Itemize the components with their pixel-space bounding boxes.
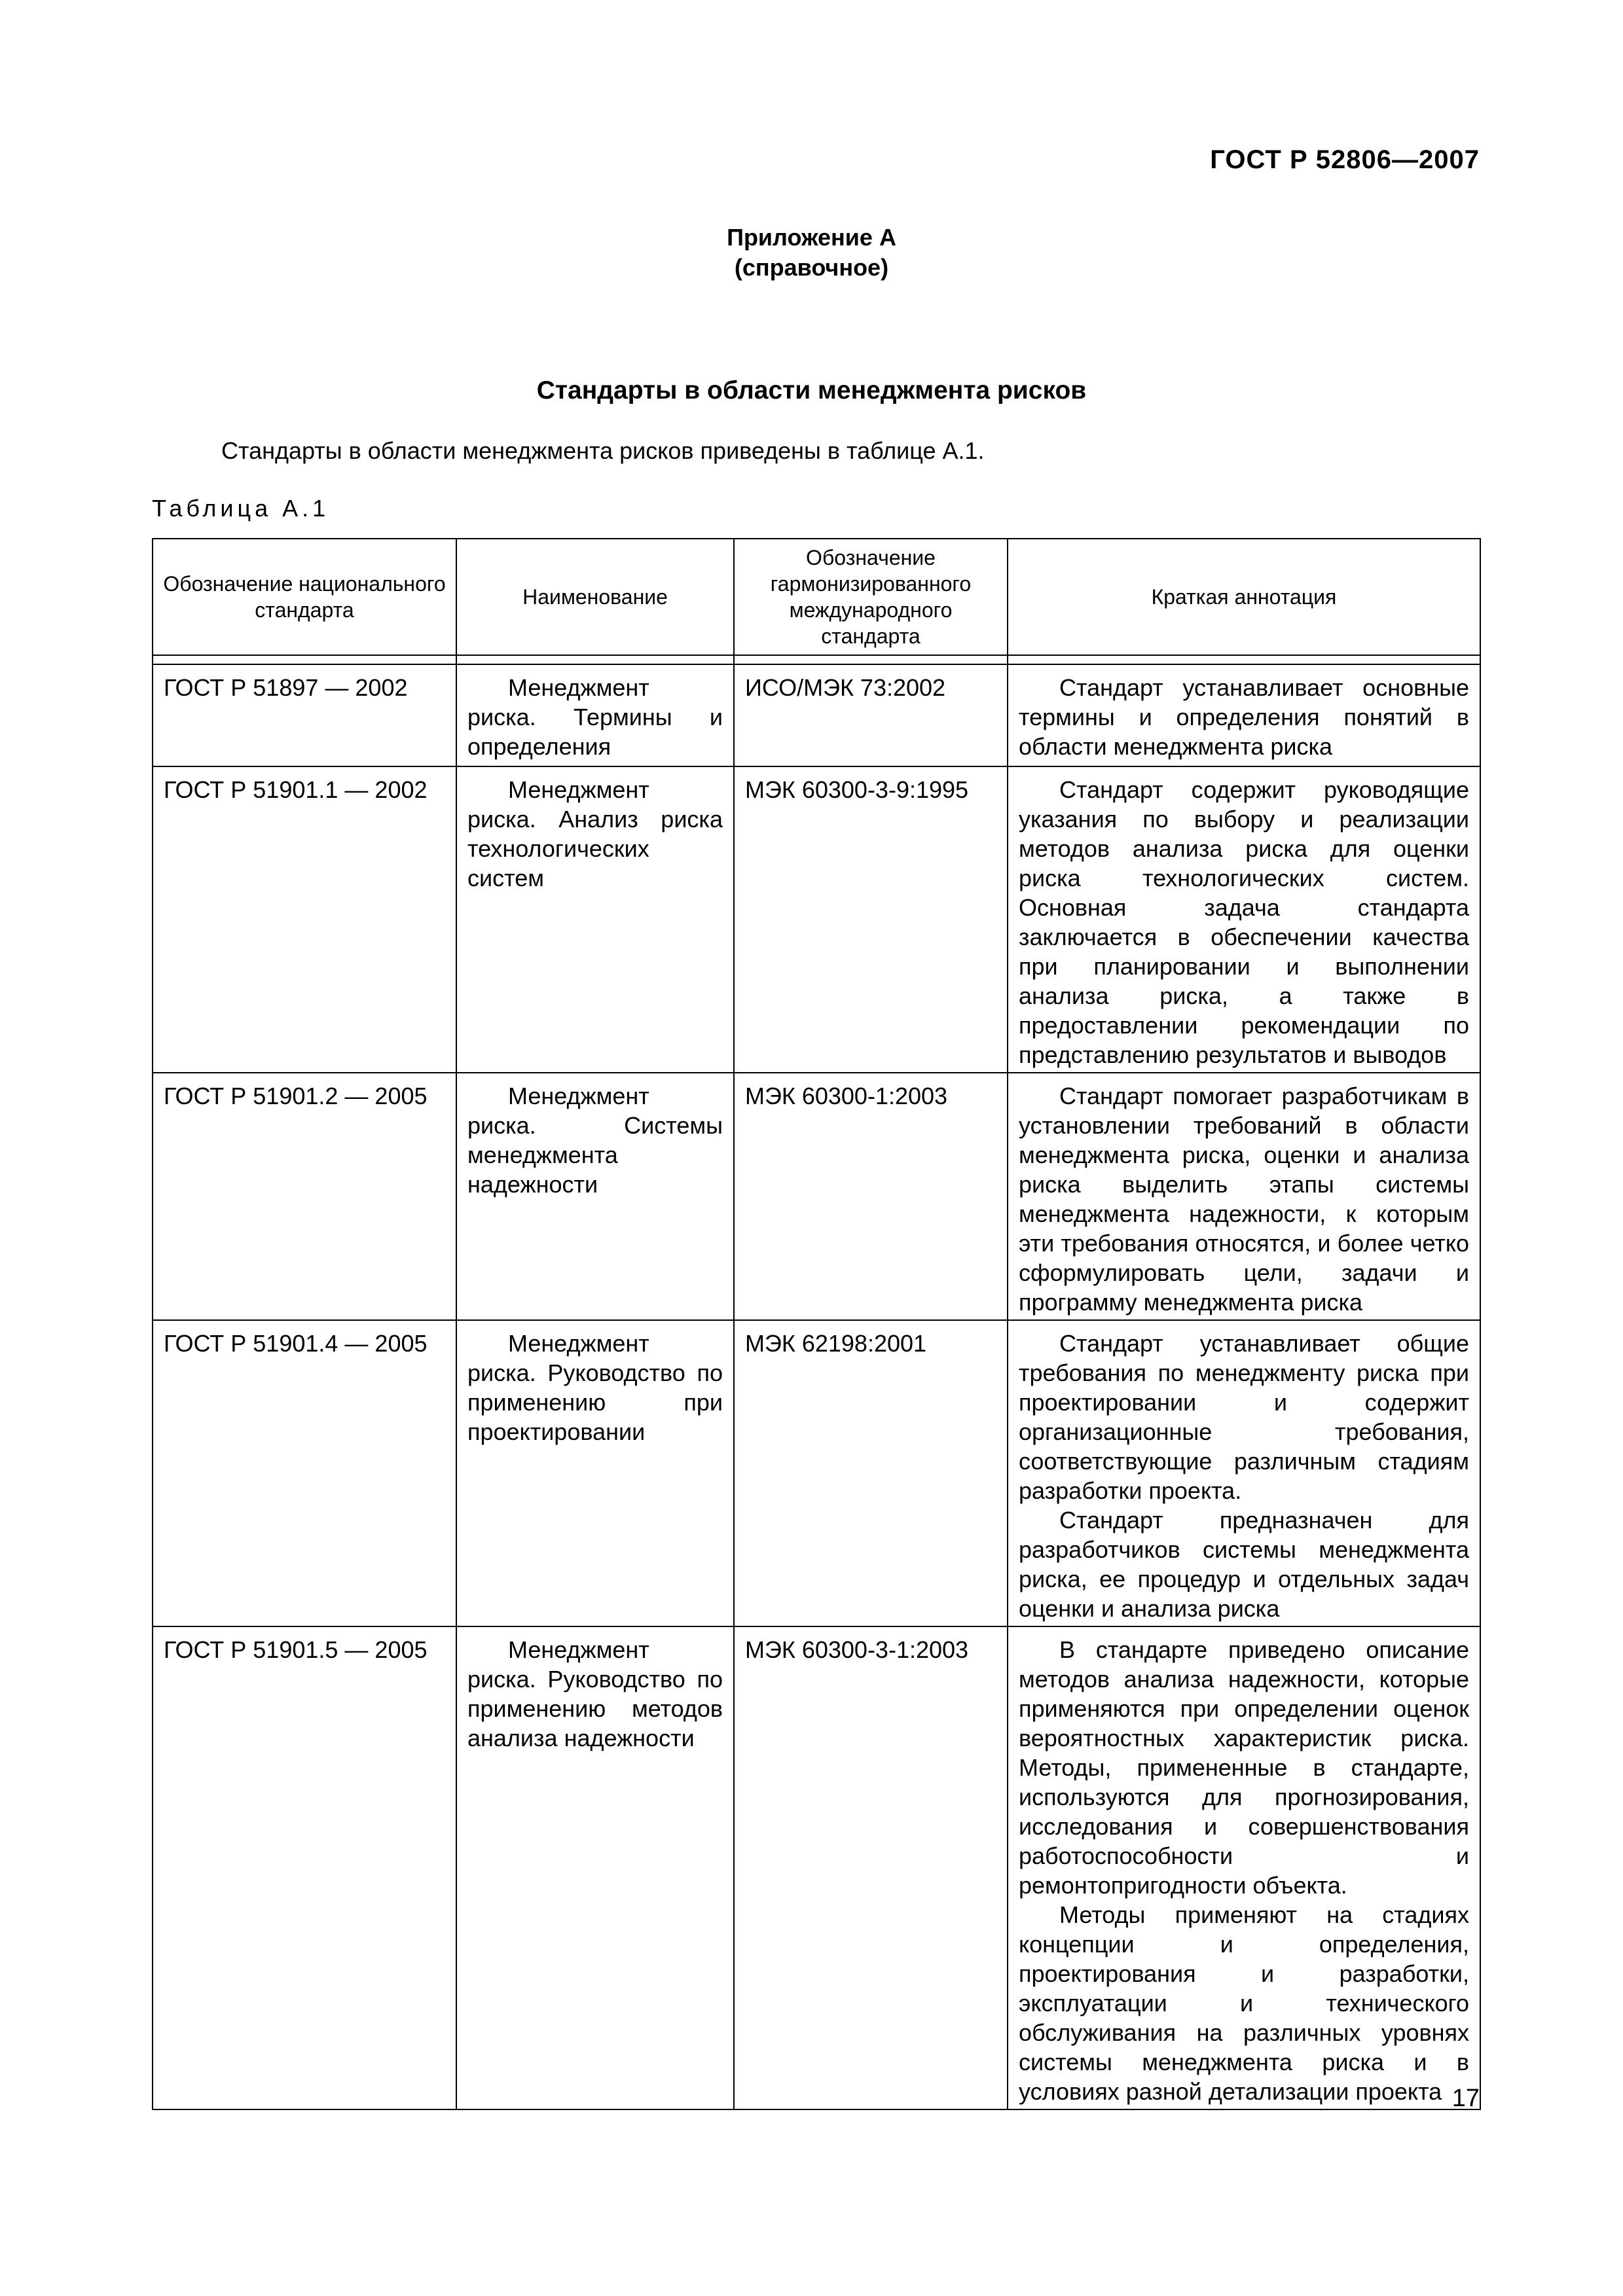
name-cell: Менеджмент риска. Руководство по применению при проектировании — [456, 1320, 734, 1626]
annotation-paragraph: Стандарт предназначен для разработчиков системы менеджмента риска, ее процедур и отдельных задач оценки и анализа риска — [1019, 1507, 1469, 1622]
header-separator-row — [153, 655, 1480, 664]
name-cell: Менеджмент риска. Термины и определения — [456, 664, 734, 766]
international-standard-cell: ИСО/МЭК 73:2002 — [734, 664, 1008, 766]
national-standard-cell: ГОСТ Р 51897 — 2002 — [153, 664, 456, 766]
header-annotation: Краткая аннотация — [1008, 539, 1480, 655]
annotation-cell — [1008, 1626, 1480, 2109]
national-standard-cell: ГОСТ Р 51901.1 — 2002 — [153, 766, 456, 1073]
intro-paragraph: Стандарты в области менеджмента рисков приведены в таблице А.1. — [221, 437, 985, 464]
table-header-row — [153, 539, 1480, 655]
national-standard-cell: ГОСТ Р 51901.4 — 2005 — [153, 1320, 456, 1626]
name-cell: Менеджмент риска. Анализ риска технологических систем — [456, 766, 734, 1073]
appendix-title: Приложение А — [727, 224, 896, 251]
table-caption: Таблица А.1 — [152, 495, 330, 522]
national-standard-cell: ГОСТ Р 51901.2 — 2005 — [153, 1073, 456, 1320]
name-cell: Менеджмент риска. Руководство по применению методов анализа надежности — [456, 1626, 734, 2109]
annotation-cell — [1008, 664, 1480, 766]
annotation-paragraph: Методы применяют на стадиях концепции и определения, проектирования и разработки, эксплуатации и технического обслуживания на различных уровнях системы менеджмента риска и в условиях разной детализации проекта — [1019, 1901, 1469, 2105]
annotation-cell — [1008, 1320, 1480, 1626]
header-name: Наименование — [456, 539, 734, 655]
annotation-paragraph: Стандарт устанавливает основные термины и определения понятий в области менеджмента риска — [1019, 674, 1469, 760]
international-standard-cell: МЭК 60300-3-1:2003 — [734, 1626, 1008, 2109]
standards-table — [152, 538, 1481, 2110]
table-row — [153, 1073, 1480, 1320]
appendix-heading — [0, 223, 1623, 283]
international-standard-cell: МЭК 60300-1:2003 — [734, 1073, 1008, 1320]
annotation-cell — [1008, 766, 1480, 1073]
international-standard-cell: МЭК 62198:2001 — [734, 1320, 1008, 1626]
annotation-paragraph: В стандарте приведено описание методов анализа надежности, которые применяются при определении оценок вероятностных характеристик риска. Методы, примененные в стандарте, используются для прогнозирования, исследования и совершенствования работоспособности и ремонтопригодности объекта. — [1019, 1636, 1469, 1899]
header-international-standard: Обозначение гармонизированного международного стандарта — [734, 539, 1008, 655]
annotation-paragraph: Стандарт содержит руководящие указания по выбору и реализации методов анализа риска для оценки риска технологических систем. Основная задача стандарта заключается в обеспечении качества при планировании и выполнении анализа риска, а также в предоставлении рекомендации по представлению результатов и выводов — [1019, 776, 1469, 1068]
name-cell: Менеджмент риска. Системы менеджмента надежности — [456, 1073, 734, 1320]
appendix-subtitle: (справочное) — [734, 254, 889, 281]
table-row — [153, 1320, 1480, 1626]
table-row — [153, 1626, 1480, 2109]
table-row — [153, 664, 1480, 766]
header-national-standard: Обозначение национального стандарта — [153, 539, 456, 655]
section-title: Стандарты в области менеджмента рисков — [536, 376, 1087, 404]
document-id: ГОСТ Р 52806—2007 — [1210, 145, 1480, 174]
international-standard-cell: МЭК 60300-3-9:1995 — [734, 766, 1008, 1073]
table-row — [153, 766, 1480, 1073]
national-standard-cell: ГОСТ Р 51901.5 — 2005 — [153, 1626, 456, 2109]
page-number: 17 — [1451, 2085, 1480, 2112]
annotation-paragraph: Стандарт устанавливает общие требования по менеджменту риска при проектировании и содержит организационные требования, соответствующие различным стадиям разработки проекта. — [1019, 1330, 1469, 1504]
annotation-cell — [1008, 1073, 1480, 1320]
annotation-paragraph: Стандарт помогает разработчикам в установлении требований в области менеджмента риска, оценки и анализа риска выделить этапы системы менеджмента надежности, к которым эти требования относятся, и более четко сформулировать цели, задачи и программу менеджмента риска — [1019, 1083, 1469, 1316]
